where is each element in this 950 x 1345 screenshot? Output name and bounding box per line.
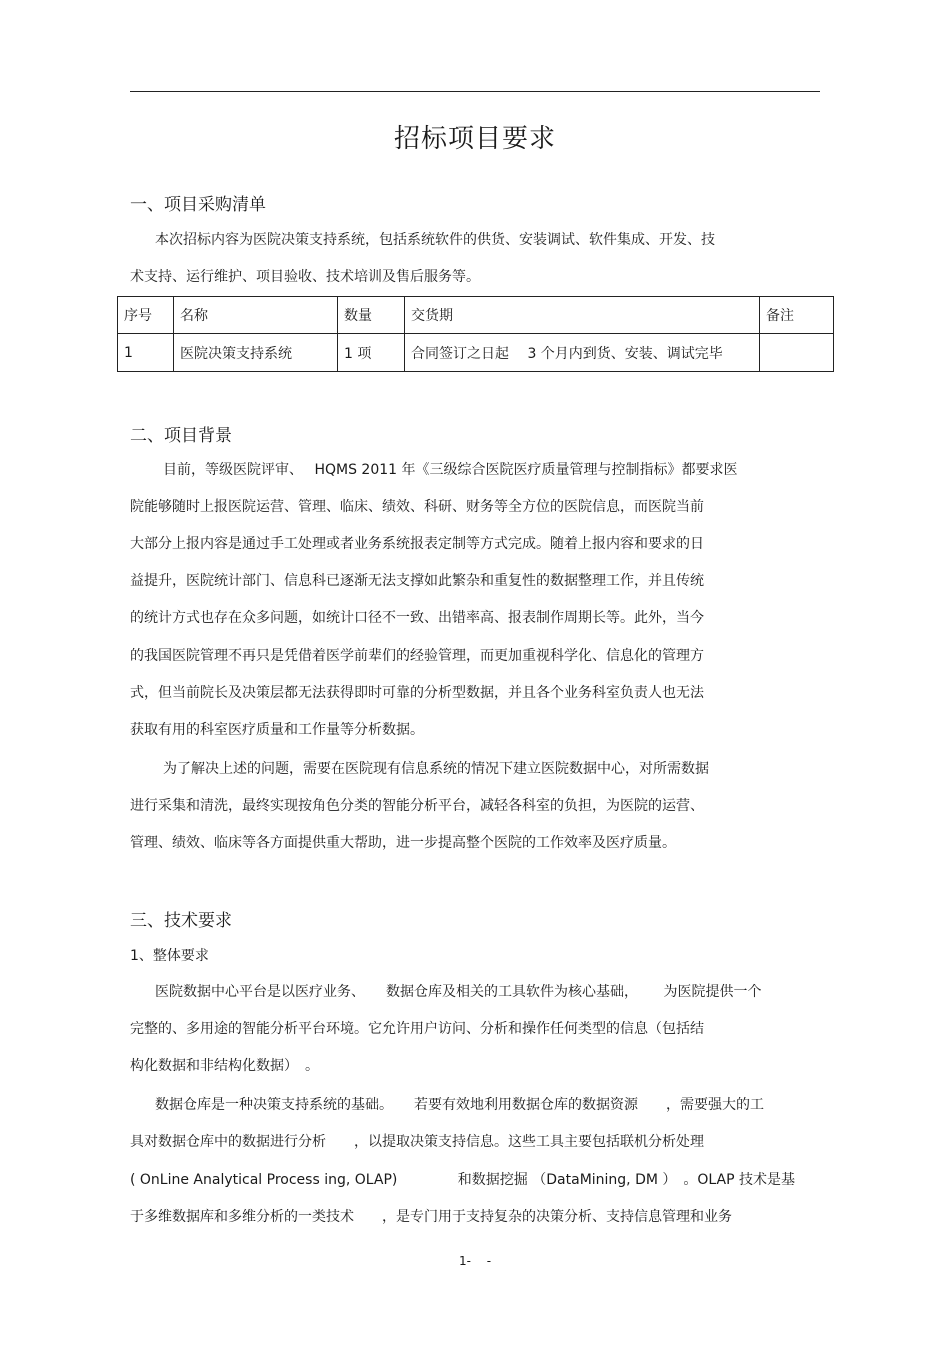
section1-heading: 一、项目采购清单 [130, 195, 266, 215]
section2-paragraph-line: 大部分上报内容是通过手工处理或者业务系统报表定制等方式完成。随着上报内容和要求的日 [130, 536, 704, 552]
section3-paragraph-line: 于多维数据库和多维分析的一类技术 ，是专门用于支持复杂的决策分析、支持信息管理和业务 [130, 1209, 732, 1225]
document-title: 招标项目要求 [393, 124, 556, 154]
header-cell-delivery: 交货期 [405, 297, 760, 334]
section2-paragraph-line: 进行采集和清洗，最终实现按角色分类的智能分析平台，减轻各科室的负担，为医院的运营、 [130, 798, 704, 814]
page-number: 1- - [458, 1254, 492, 1268]
section2-paragraph-line: 式，但当前院长及决策层都无法获得即时可靠的分析型数据，并且各个业务科室负责人也无法 [130, 685, 704, 701]
header-cell-index: 序号 [118, 297, 174, 334]
section2-paragraph-line: 管理、绩效、临床等各方面提供重大帮助，进一步提高整个医院的工作效率及医疗质量。 [130, 835, 676, 851]
cell-remarks [760, 334, 834, 372]
header-rule [130, 91, 820, 92]
header-cell-quantity: 数量 [338, 297, 405, 334]
section3-subheading: 1、整体要求 [130, 948, 209, 964]
table-row [118, 334, 834, 372]
section2-heading: 二、项目背景 [130, 426, 232, 446]
cell-index: 1 [118, 334, 174, 372]
section3-paragraph-line: 数据仓库是一种决策支持系统的基础。 若要有效地利用数据仓库的数据资源 ，需要强大的工 [155, 1097, 764, 1113]
cell-name: 医院决策支持系统 [174, 334, 338, 372]
section2-paragraph-line: 为了解决上述的问题，需要在医院现有信息系统的情况下建立医院数据中心，对所需数据 [163, 761, 709, 777]
section3-paragraph-line: 完整的、多用途的智能分析平台环境。它允许用户访问、分析和操作任何类型的信息（包括结 [130, 1021, 704, 1037]
section2-paragraph-line: 目前，等级医院评审、 HQMS 2011 年《三级综合医院医疗质量管理与控制指标》都要求医 [163, 462, 738, 478]
section2-paragraph-line: 院能够随时上报医院运营、管理、临床、绩效、科研、财务等全方位的医院信息，而医院当前 [130, 499, 704, 515]
header-cell-name: 名称 [174, 297, 338, 334]
table-header-row [118, 297, 834, 334]
cell-quantity: 1 项 [338, 334, 405, 372]
header-cell-remarks: 备注 [760, 297, 834, 334]
section2-paragraph-line: 的统计方式也存在众多问题，如统计口径不一致、出错率高、报表制作周期长等。此外，当今 [130, 610, 704, 626]
section2-paragraph-line: 的我国医院管理不再只是凭借着医学前辈们的经验管理，而更加重视科学化、信息化的管理方 [130, 648, 704, 664]
section3-paragraph-line: 构化数据和非结构化数据） 。 [130, 1058, 319, 1074]
section3-paragraph-line: ( OnLine Analytical Process ing, OLAP) 和数据挖掘 （DataMining, DM ） 。OLAP 技术是基 [130, 1172, 795, 1188]
section1-intro-line: 本次招标内容为医院决策支持系统，包括系统软件的供货、安装调试、软件集成、开发、技 [155, 232, 715, 248]
cell-delivery: 合同签订之日起 3 个月内到货、安装、调试完毕 [405, 334, 760, 372]
procurement-table [117, 296, 834, 372]
section2-paragraph-line: 益提升，医院统计部门、信息科已逐渐无法支撑如此繁杂和重复性的数据整理工作，并且传统 [130, 573, 704, 589]
section3-heading: 三、技术要求 [130, 911, 232, 931]
section3-paragraph-line: 医院数据中心平台是以医疗业务、 数据仓库及相关的工具软件为核心基础， 为医院提供一个 [155, 984, 762, 1000]
section3-paragraph-line: 具对数据仓库中的数据进行分析 ，以提取决策支持信息。这些工具主要包括联机分析处理 [130, 1134, 704, 1150]
section2-paragraph-line: 获取有用的科室医疗质量和工作量等分析数据。 [130, 722, 424, 738]
section1-intro-line: 术支持、运行维护、项目验收、技术培训及售后服务等。 [130, 269, 480, 285]
